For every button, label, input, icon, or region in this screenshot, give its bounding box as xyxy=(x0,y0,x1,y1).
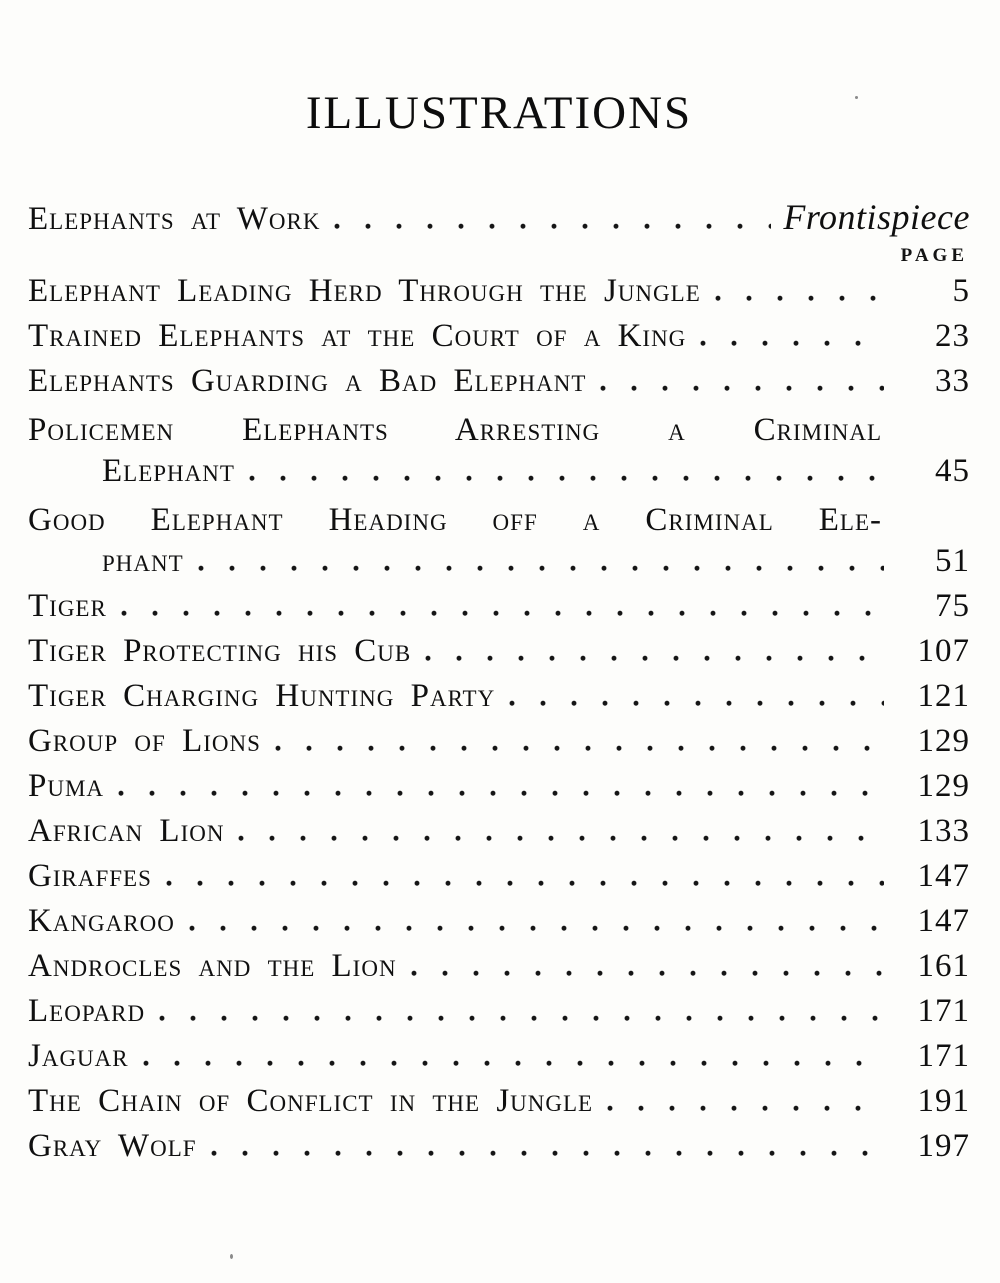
scan-speck xyxy=(230,1254,233,1259)
toc-entry xyxy=(28,903,970,948)
page-number: 197 xyxy=(917,1128,970,1164)
entry-title: Elephants Guarding a Bad Elephant xyxy=(28,363,587,399)
toc-entry xyxy=(28,858,970,903)
entry-title: Elephant xyxy=(102,453,235,489)
toc-entry xyxy=(28,408,970,498)
toc-entry-row xyxy=(28,453,970,498)
leader-dots xyxy=(207,1150,884,1156)
entry-title: Puma xyxy=(28,768,105,804)
toc-entry xyxy=(28,318,970,363)
toc-entry-row xyxy=(28,318,970,363)
toc-entry-row xyxy=(28,903,970,948)
toc-entry-row xyxy=(28,723,970,768)
page-number: 121 xyxy=(917,678,970,714)
toc-entry-row xyxy=(28,813,970,858)
leader-dots xyxy=(234,835,884,841)
entry-title: Giraffes xyxy=(28,858,152,894)
toc-entry xyxy=(28,363,970,408)
toc-entry xyxy=(28,993,970,1038)
toc-entry xyxy=(28,813,970,858)
leader-dots xyxy=(696,340,884,346)
entry-title: Tiger xyxy=(28,588,107,624)
toc-entry-row xyxy=(28,678,970,723)
toc-entry xyxy=(28,588,970,633)
page-number: 33 xyxy=(935,363,970,399)
toc-entry-row xyxy=(28,768,970,813)
page-number: 5 xyxy=(952,273,970,309)
toc-entry xyxy=(28,1083,970,1128)
page-number: 133 xyxy=(917,813,970,849)
page-column-header: PAGE xyxy=(900,245,968,266)
toc-entry-row xyxy=(28,1038,970,1083)
entry-title: Trained Elephants at the Court of a King xyxy=(28,318,687,354)
leader-dots xyxy=(162,880,884,886)
entry-title: Gray Wolf xyxy=(28,1128,197,1164)
leader-dots xyxy=(711,295,884,301)
leader-dots xyxy=(407,970,884,976)
page-number: 23 xyxy=(935,318,970,354)
entry-title: Androcles and the Lion xyxy=(28,948,397,984)
page-number: 171 xyxy=(917,993,970,1029)
toc-entry xyxy=(28,273,970,318)
page-number: 191 xyxy=(917,1083,970,1119)
page-number: 129 xyxy=(917,768,970,804)
frontispiece-entry xyxy=(28,196,970,241)
toc-entry-row xyxy=(28,1083,970,1128)
page-number: 147 xyxy=(917,903,970,939)
page-title: ILLUSTRATIONS xyxy=(305,87,693,139)
toc-entry-row xyxy=(28,1128,970,1173)
toc-entry xyxy=(28,498,970,588)
leader-dots xyxy=(596,385,884,391)
page-number: 45 xyxy=(935,453,970,489)
entry-title: Elephant Leading Herd Through the Jungle xyxy=(28,273,701,309)
entry-title: African Lion xyxy=(28,813,225,849)
entry-title: Tiger Charging Hunting Party xyxy=(28,678,496,714)
page-number: 171 xyxy=(917,1038,970,1074)
entry-title: Tiger Protecting his Cub xyxy=(28,633,412,669)
page-number: 107 xyxy=(917,633,970,669)
toc-entry-row xyxy=(28,543,970,588)
entry-title: Kangaroo xyxy=(28,903,175,939)
page-number: 75 xyxy=(935,588,970,624)
page-number: 51 xyxy=(935,543,970,579)
leader-dots xyxy=(155,1015,884,1021)
frontispiece-label: Frontispiece xyxy=(783,197,970,237)
toc-entry xyxy=(28,1128,970,1173)
page-number: 129 xyxy=(917,723,970,759)
entry-title: Group of Lions xyxy=(28,723,261,759)
frontispiece-title: Elephants at Work xyxy=(28,201,321,237)
page-number: 147 xyxy=(917,858,970,894)
leader-dots xyxy=(330,223,771,229)
leader-dots xyxy=(114,790,884,796)
leader-dots xyxy=(271,745,884,751)
leader-dots xyxy=(245,475,884,481)
toc-entry xyxy=(28,1038,970,1083)
entry-title-line: Good Elephant Heading off a Criminal Ele- xyxy=(28,502,882,538)
toc-entry xyxy=(28,768,970,813)
toc-entry xyxy=(28,723,970,768)
toc-entry-row xyxy=(28,273,970,318)
leader-dots xyxy=(505,700,884,706)
leader-dots xyxy=(421,655,884,661)
entry-title: Jaguar xyxy=(28,1038,129,1074)
toc-entry-row xyxy=(28,363,970,408)
leader-dots xyxy=(603,1105,884,1111)
leader-dots xyxy=(185,925,884,931)
leader-dots xyxy=(194,565,884,571)
toc-entry xyxy=(28,678,970,723)
toc-entry xyxy=(28,948,970,993)
entry-title-line: Policemen Elephants Arresting a Criminal xyxy=(28,412,882,448)
entry-title: The Chain of Conflict in the Jungle xyxy=(28,1083,594,1119)
toc-entry-row xyxy=(28,588,970,633)
toc-entry-row xyxy=(28,993,970,1038)
page-number: 161 xyxy=(917,948,970,984)
entry-title: Leopard xyxy=(28,993,146,1029)
toc-entry-row xyxy=(28,633,970,678)
leader-dots xyxy=(139,1060,884,1066)
toc-entry-row xyxy=(28,948,970,993)
scan-speck xyxy=(855,96,858,99)
illustrations-list xyxy=(28,273,970,1173)
toc-entry-row xyxy=(28,858,970,903)
toc-entry xyxy=(28,633,970,678)
leader-dots xyxy=(117,610,884,616)
entry-title: phant xyxy=(102,543,184,579)
